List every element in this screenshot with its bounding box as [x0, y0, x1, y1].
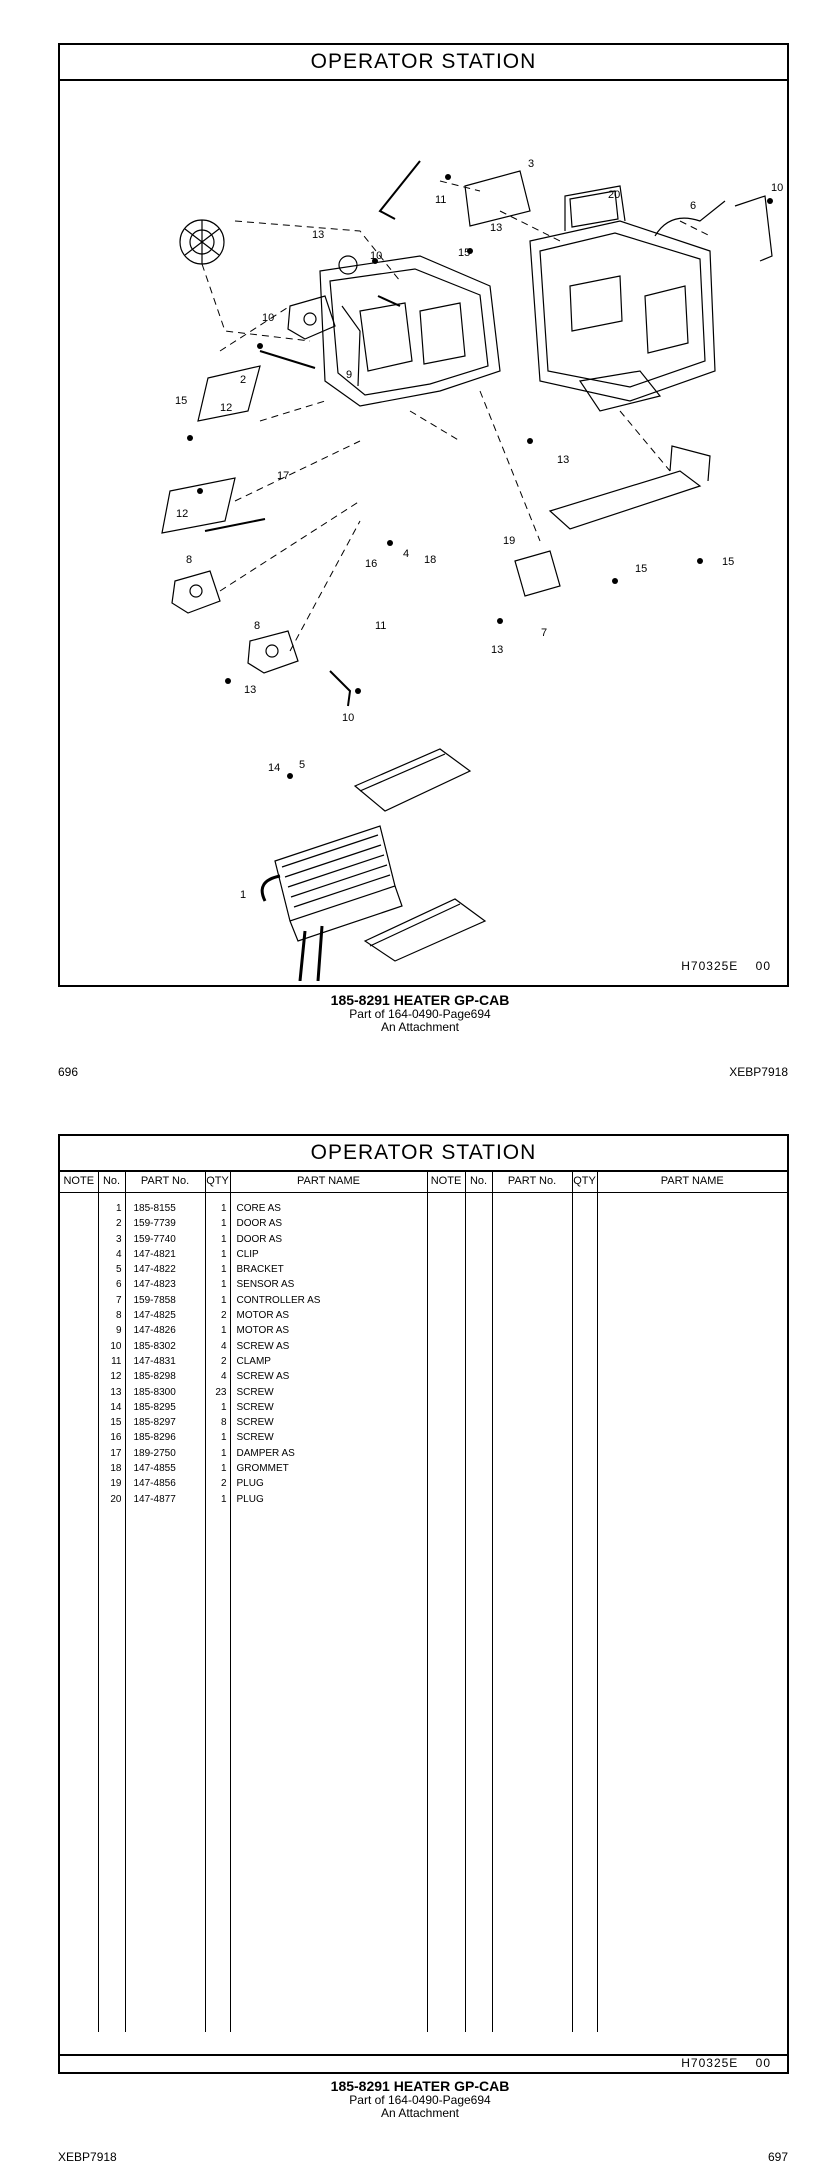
callout: 13: [491, 644, 504, 656]
part-no: 10: [110, 1340, 122, 1352]
parts-section-title: OPERATOR STATION: [60, 1136, 787, 1172]
part-no: 6: [115, 1279, 122, 1291]
part-no: 5: [115, 1264, 122, 1276]
callout: 5: [299, 759, 306, 771]
part-part-no: 147-4831: [133, 1355, 176, 1367]
callout: 10: [342, 712, 355, 724]
part-no: 3: [115, 1233, 122, 1245]
parts-figure-reference: [681, 2056, 771, 2070]
part-part-no: 185-8297: [133, 1417, 176, 1429]
part-qty: 2: [220, 1310, 227, 1322]
callout: 14: [268, 762, 281, 774]
part-name: DAMPER AS: [236, 1447, 295, 1459]
part-no: 11: [111, 1355, 122, 1367]
parts-figure-ref-code: H70325E: [681, 2056, 739, 2070]
qty-column-2: [572, 1193, 597, 2033]
parts-body-row: [60, 1193, 787, 2033]
figure-reference: [681, 959, 771, 973]
callout: 10: [370, 250, 383, 262]
part-qty: 2: [220, 1355, 227, 1367]
part-name: DOOR AS: [236, 1218, 283, 1230]
part-part-no: 185-8295: [133, 1401, 176, 1413]
parts-part-of-ref: Part of 164-0490-Page694: [349, 2093, 491, 2107]
page-number-right: 697: [767, 2150, 788, 2164]
col-part-no: PART No.: [125, 1170, 205, 1193]
part-qty: 1: [220, 1463, 227, 1475]
part-name: SCREW: [236, 1401, 274, 1413]
filter-lower: [365, 899, 485, 961]
part-name-column-2: [597, 1193, 787, 2033]
part-no: 7: [115, 1294, 122, 1306]
callout: 8: [186, 554, 193, 566]
part-no: 9: [115, 1325, 122, 1337]
callout: 13: [244, 684, 257, 696]
note-column-2: [427, 1193, 465, 2033]
callout: 18: [424, 554, 437, 566]
parts-table: [60, 1170, 787, 2032]
callout: 12: [220, 402, 233, 414]
callout: 9: [346, 369, 353, 381]
callout: 17: [277, 470, 290, 482]
qty-column: [205, 1193, 230, 2033]
col-note: NOTE: [60, 1170, 98, 1193]
callout: 8: [254, 620, 261, 632]
item-no-column: [98, 1193, 125, 2033]
note-column: [60, 1193, 98, 2033]
part-name: CORE AS: [236, 1203, 281, 1214]
part-name: PLUG: [236, 1478, 264, 1490]
part-qty: 2: [220, 1478, 227, 1490]
part-no-column: [125, 1193, 205, 2033]
part-part-no: 189-2750: [133, 1447, 176, 1459]
part-qty: 1: [220, 1203, 227, 1214]
part-qty: 1: [220, 1447, 227, 1459]
callout: 13: [490, 222, 503, 234]
callout: 13: [557, 454, 570, 466]
callout: 1: [240, 889, 247, 901]
exploded-parts-diagram: [60, 81, 787, 981]
parts-group-title: 185-8291 HEATER GP-CAB: [330, 2078, 510, 2094]
part-qty: 1: [220, 1218, 227, 1230]
part-part-no: 147-4821: [133, 1248, 176, 1260]
callout: 2: [240, 374, 247, 386]
part-part-no: 147-4826: [133, 1325, 176, 1337]
part-name: MOTOR AS: [236, 1325, 290, 1337]
callout: 10: [262, 312, 275, 324]
part-name: GROMMET: [236, 1463, 289, 1475]
callout: 11: [435, 194, 447, 206]
damper-17: [162, 478, 235, 533]
col-no-2: No.: [465, 1170, 492, 1193]
part-name: SENSOR AS: [236, 1279, 295, 1291]
callout: 19: [503, 535, 516, 547]
callout: 12: [176, 508, 189, 520]
part-no-column-2: [492, 1193, 572, 2033]
part-part-no: 185-8155: [133, 1203, 176, 1214]
part-name: BRACKET: [236, 1264, 284, 1276]
part-part-no: 159-7740: [133, 1233, 176, 1245]
callout: 3: [528, 158, 535, 170]
part-qty: 1: [220, 1294, 227, 1306]
part-of-ref: Part of 164-0490-Page694: [349, 1007, 491, 1021]
callout-labels: [175, 158, 783, 901]
part-no: 8: [115, 1310, 122, 1322]
part-name: SCREW AS: [236, 1340, 290, 1352]
part-qty: 1: [220, 1233, 227, 1245]
part-name: MOTOR AS: [236, 1310, 290, 1322]
callout: 16: [365, 558, 378, 570]
callout: 15: [722, 556, 735, 568]
part-qty: 1: [220, 1248, 227, 1260]
heater-core: [275, 826, 395, 921]
part-qty: 1: [220, 1493, 227, 1505]
part-qty: 1: [220, 1264, 227, 1276]
part-part-no: 147-4822: [133, 1264, 176, 1276]
controller-7: [515, 551, 560, 596]
col-no: No.: [98, 1170, 125, 1193]
part-qty: 23: [215, 1386, 227, 1398]
part-part-no: 185-8298: [133, 1371, 176, 1383]
table-header-row: [60, 1170, 787, 1193]
part-name: SCREW: [236, 1417, 274, 1429]
callout: 20: [608, 189, 621, 201]
part-part-no: 147-4877: [133, 1493, 176, 1505]
figure-ref-code: H70325E: [681, 959, 739, 973]
part-no: 4: [115, 1248, 122, 1260]
attachment-label: An Attachment: [380, 1020, 460, 1034]
diagram-panel: [58, 43, 789, 987]
part-part-no: 185-8300: [133, 1386, 176, 1398]
doc-code-bottom: XEBP7918: [58, 2150, 117, 2164]
part-part-no: 185-8296: [133, 1432, 176, 1444]
part-name: CLIP: [236, 1248, 259, 1260]
page-number-left: 696: [58, 1065, 79, 1079]
callout: 10: [771, 182, 784, 194]
col-note-2: NOTE: [427, 1170, 465, 1193]
callout: 6: [690, 200, 697, 212]
parts-caption: [0, 2078, 840, 2120]
part-qty: 1: [220, 1401, 227, 1413]
part-qty: 8: [220, 1417, 227, 1429]
part-no: 15: [110, 1417, 122, 1429]
part-no: 12: [110, 1371, 122, 1383]
part-no: 19: [110, 1478, 122, 1490]
col-qty: QTY: [205, 1170, 230, 1193]
motor-8-lower: [248, 631, 298, 673]
callout: 7: [541, 627, 548, 639]
callout: 11: [375, 620, 387, 632]
part-part-no: 159-7858: [133, 1294, 176, 1306]
part-part-no: 185-8302: [133, 1340, 176, 1352]
part-qty: 1: [220, 1432, 227, 1444]
callout: 15: [458, 247, 471, 259]
part-name: PLUG: [236, 1493, 264, 1505]
col-part-name-2: PART NAME: [597, 1170, 787, 1193]
part-no: 20: [110, 1493, 122, 1505]
callout: 15: [635, 563, 648, 575]
doc-code-top: XEBP7918: [729, 1065, 788, 1079]
part-no: 17: [110, 1447, 122, 1459]
parts-attachment-label: An Attachment: [380, 2106, 460, 2120]
part-qty: 1: [220, 1325, 227, 1337]
part-qty: 1: [220, 1279, 227, 1291]
part-no: 2: [115, 1218, 122, 1230]
col-part-no-2: PART No.: [492, 1170, 572, 1193]
part-part-no: 147-4856: [133, 1478, 176, 1490]
part-no: 1: [115, 1203, 122, 1214]
part-qty: 4: [220, 1371, 227, 1383]
footer-divider: [60, 2054, 787, 2056]
parts-figure-rev: 00: [755, 2056, 771, 2070]
part-no: 16: [110, 1432, 122, 1444]
part-name: SCREW AS: [236, 1371, 290, 1383]
figure-rev: 00: [755, 959, 771, 973]
motor-9: [288, 296, 335, 339]
part-name: DOOR AS: [236, 1233, 283, 1245]
part-name: SCREW: [236, 1386, 274, 1398]
part-part-no: 159-7739: [133, 1218, 176, 1230]
diagram-section-title: OPERATOR STATION: [60, 45, 787, 81]
figure-caption: [0, 992, 840, 1034]
part-name: CLAMP: [236, 1355, 271, 1367]
mounting-bracket: [550, 471, 700, 529]
group-title: 185-8291 HEATER GP-CAB: [330, 992, 510, 1008]
part-part-no: 147-4823: [133, 1279, 176, 1291]
col-part-name: PART NAME: [230, 1170, 427, 1193]
part-no: 18: [110, 1463, 122, 1475]
part-qty: 4: [220, 1340, 227, 1352]
col-qty-2: QTY: [572, 1170, 597, 1193]
callout: 15: [175, 395, 188, 407]
part-part-no: 147-4855: [133, 1463, 176, 1475]
parts-list-panel: [58, 1134, 789, 2074]
callout: 4: [403, 548, 410, 560]
item-no-column-2: [465, 1193, 492, 2033]
door-3: [465, 171, 530, 226]
part-no: 13: [110, 1386, 122, 1398]
part-no: 14: [110, 1401, 122, 1413]
part-name: SCREW: [236, 1432, 274, 1444]
filter-upper: [355, 749, 470, 811]
part-name: CONTROLLER AS: [236, 1294, 321, 1306]
part-part-no: 147-4825: [133, 1310, 176, 1322]
callout: 13: [312, 229, 325, 241]
part-name-column: [230, 1193, 427, 2033]
motor-8-upper: [172, 571, 220, 613]
